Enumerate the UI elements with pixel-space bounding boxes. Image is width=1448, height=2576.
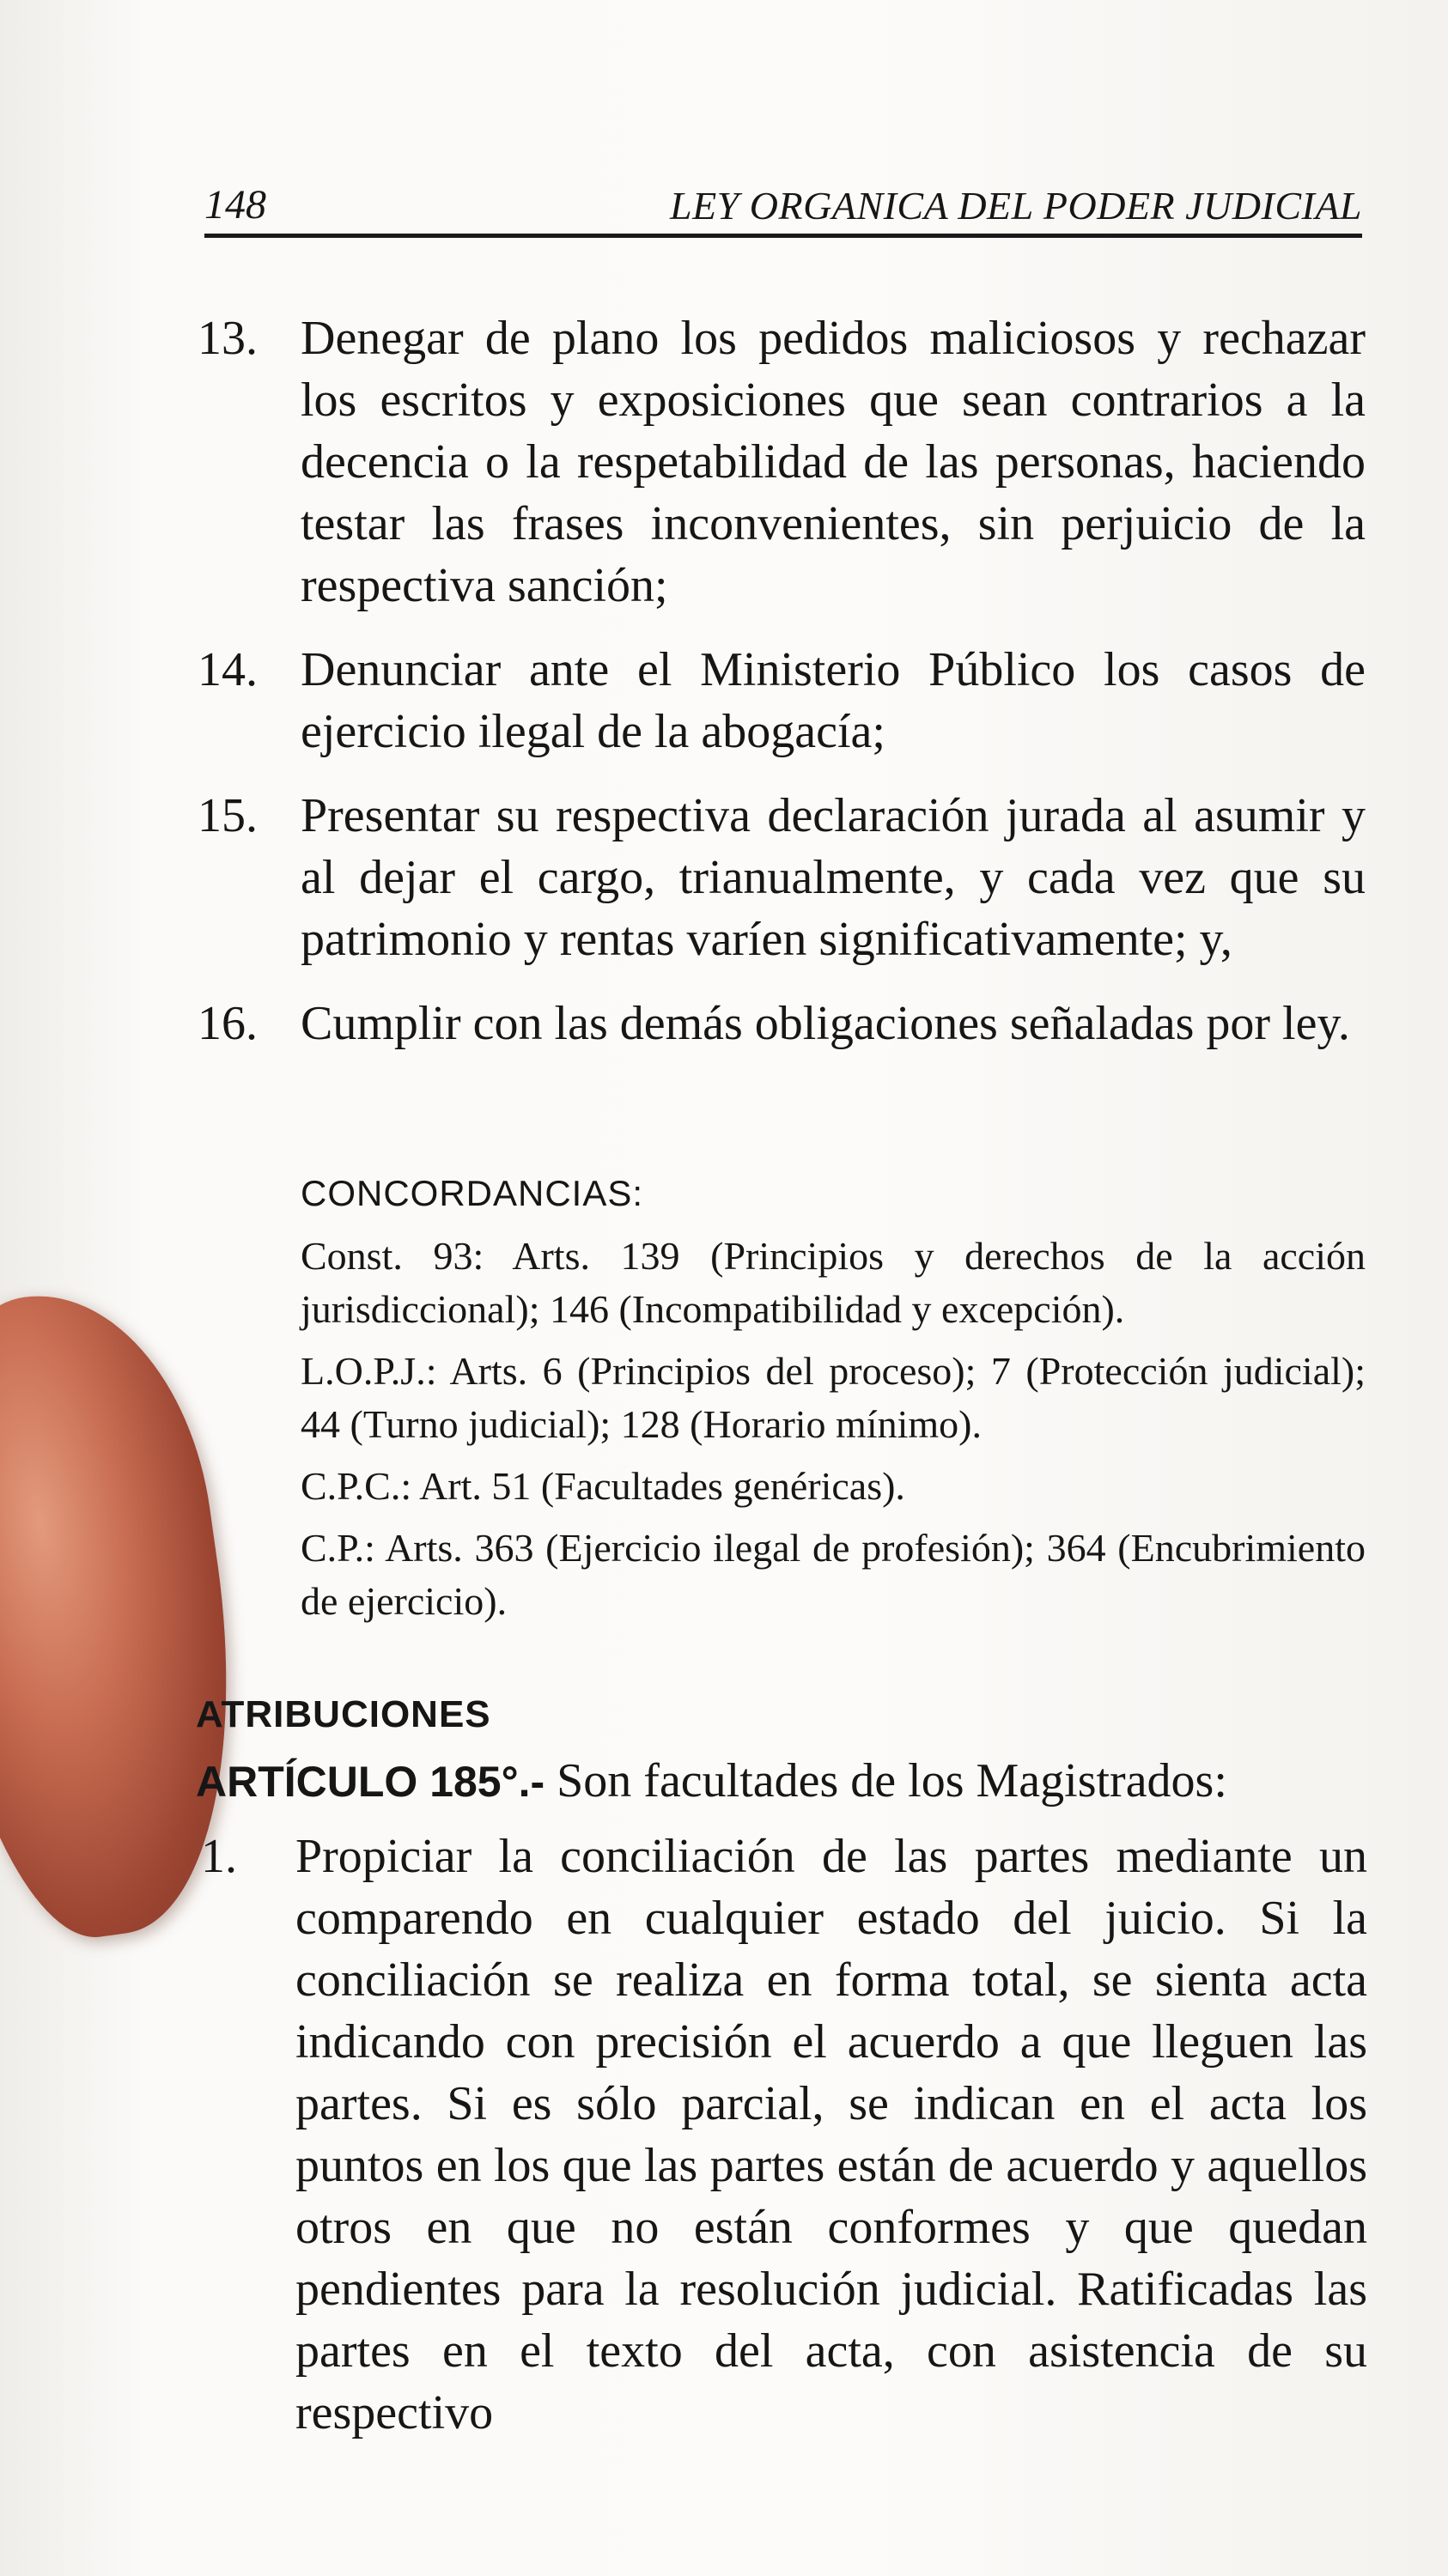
- page-number: 148: [204, 182, 266, 228]
- item-number: 16.: [198, 997, 258, 1050]
- concordancias-block: [301, 1173, 1366, 1637]
- list-item: [198, 785, 1366, 970]
- concordancia-line: C.P.C.: Art. 51 (Facultades genéricas).: [301, 1464, 905, 1508]
- article-intro: Son facultades de los Magistrados:: [545, 1754, 1227, 1807]
- list-item: [198, 639, 1366, 762]
- item-text: Denunciar ante el Ministerio Público los casos de ejercicio ilegal de la abogacía;: [301, 643, 1366, 758]
- list-item: [196, 1826, 1367, 2444]
- item-number: 1.: [201, 1830, 237, 1883]
- item-number: 14.: [198, 643, 258, 696]
- running-title: LEY ORGANICA DEL PODER JUDICIAL: [669, 184, 1362, 228]
- item-number: 15.: [198, 789, 258, 842]
- article-label: ARTÍCULO 185°.-: [196, 1758, 545, 1806]
- obligations-list: [198, 307, 1366, 1077]
- item-number: 13.: [198, 312, 258, 365]
- item-text: Presentar su respectiva declaración jurada al asumir y al dejar el cargo, trianualmente, y cada vez que su patrimonio y rentas varíen significativamente; y,: [301, 789, 1366, 966]
- item-text: Propiciar la conciliación de las partes mediante un comparendo en cualquier estado del juicio. Si la conciliación se realiza en forma total, se sienta acta indicando con precisión el acuerdo a que lleguen las partes. Si es sólo parcial, se indican en el acta los puntos en los que las partes están de acuerdo y aquellos otros en que no están conformes y que quedan pendientes para la resolución judicial. Ratificadas las partes en el texto del acta, con asistencia de su respectivo: [295, 1830, 1367, 2439]
- faculties-list: [196, 1826, 1367, 2444]
- section-heading: ATRIBUCIONES: [196, 1693, 491, 1735]
- list-item: [198, 307, 1366, 617]
- concordancias-title: CONCORDANCIAS:: [301, 1173, 644, 1213]
- concordancia-line: L.O.P.J.: Arts. 6 (Principios del proceso); 7 (Protección judicial); 44 (Turno judicial); 128 (Horario mínimo).: [301, 1349, 1366, 1446]
- page-header: [204, 180, 1362, 238]
- concordancia-line: Const. 93: Arts. 139 (Principios y derechos de la acción jurisdiccional); 146 (Incompatibilidad y excepción).: [301, 1234, 1366, 1331]
- article-heading: [196, 1750, 1227, 1813]
- item-text: Denegar de plano los pedidos maliciosos y rechazar los escritos y exposiciones que sean contrarios a la decencia o la respetabilidad de las personas, haciendo testar las frases inconvenientes, sin perjuicio de la respectiva sanción;: [301, 312, 1366, 612]
- concordancia-line: C.P.: Arts. 363 (Ejercicio ilegal de profesión); 364 (Encubrimiento de ejercicio).: [301, 1526, 1366, 1623]
- list-item: [198, 993, 1366, 1054]
- item-text: Cumplir con las demás obligaciones señaladas por ley.: [301, 997, 1350, 1050]
